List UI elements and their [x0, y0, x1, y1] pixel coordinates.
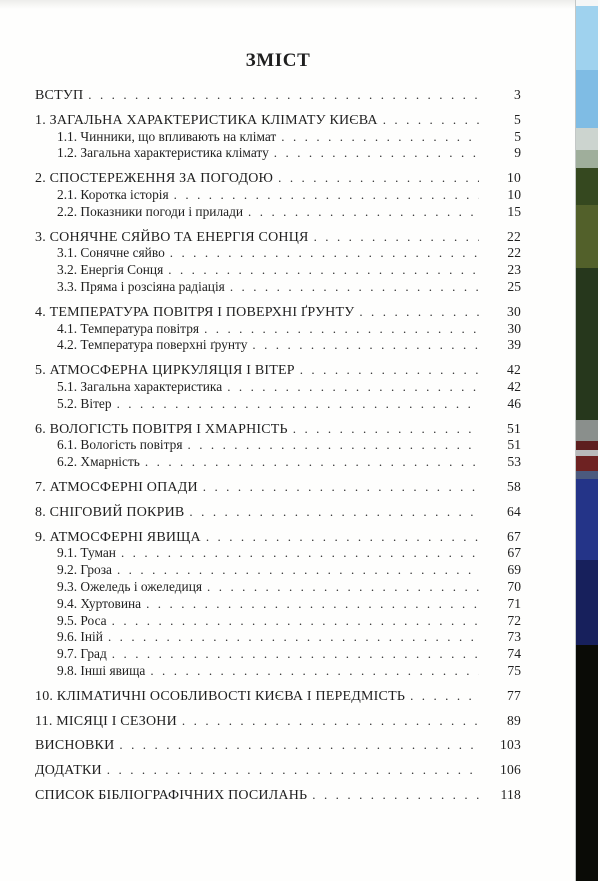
toc-row — [35, 579, 521, 596]
dot-leader — [119, 737, 479, 754]
toc-row — [35, 229, 521, 246]
toc-entry-label: 3.2. Енергія Сонця — [57, 262, 164, 278]
toc-row — [35, 713, 521, 730]
dot-leader — [107, 762, 479, 779]
dot-leader — [174, 187, 479, 204]
toc-entry-label: 9.2. Гроза — [57, 562, 112, 578]
toc-page-number: 72 — [507, 612, 521, 628]
toc-entry-label: 5. АТМОСФЕРНА ЦИРКУЛЯЦІЯ І ВІТЕР — [35, 363, 295, 379]
photo-strip-segment — [576, 70, 598, 128]
toc-row — [35, 787, 521, 804]
toc-page-number: 42 — [507, 378, 521, 394]
toc-page-number: 77 — [507, 687, 521, 703]
toc-page-number: 89 — [507, 712, 521, 728]
toc-entry-label: ДОДАТКИ — [35, 763, 102, 779]
photo-strip-segment — [576, 150, 598, 168]
dot-leader — [150, 663, 479, 680]
dot-leader — [312, 787, 479, 804]
dot-leader — [206, 529, 479, 546]
toc-entry-label: 6.2. Хмарність — [57, 454, 140, 470]
toc-page-number: 42 — [507, 362, 521, 378]
toc-row — [35, 613, 521, 630]
toc-row — [35, 304, 521, 321]
toc-row — [35, 529, 521, 546]
toc-page-number: 58 — [507, 478, 521, 494]
toc-row — [35, 421, 521, 438]
toc-entry-label: СПИСОК БІБЛІОГРАФІЧНИХ ПОСИЛАНЬ — [35, 787, 308, 803]
dot-leader — [203, 479, 479, 496]
toc-row — [35, 362, 521, 379]
toc-page-number: 75 — [507, 662, 521, 678]
toc-entry-label: 3.1. Сонячне сяйво — [57, 245, 165, 261]
dot-leader — [182, 713, 479, 730]
toc-entry-label: 11. МІСЯЦІ І СЕЗОНИ — [35, 713, 177, 729]
photo-edge-strip — [575, 0, 598, 881]
dot-leader — [188, 437, 480, 454]
dot-leader — [278, 170, 479, 187]
toc-row — [35, 170, 521, 187]
toc-page-number: 51 — [507, 420, 521, 436]
toc-entry-label: 2.1. Коротка історія — [57, 186, 169, 202]
toc-entry-label: ВСТУП — [35, 88, 84, 103]
toc-entry-label: 7. АТМОСФЕРНІ ОПАДИ — [35, 479, 198, 495]
toc-page-number: 22 — [507, 228, 521, 244]
toc-row — [35, 337, 521, 354]
photo-strip-segment — [576, 441, 598, 450]
photo-strip-segment — [576, 479, 598, 560]
dot-leader — [146, 596, 479, 613]
toc-page-number: 67 — [507, 528, 521, 544]
dot-leader — [112, 646, 479, 663]
dot-leader — [248, 204, 479, 221]
toc-row — [35, 646, 521, 663]
dot-leader — [121, 545, 479, 562]
toc-page-number: 39 — [507, 337, 521, 353]
toc-page-number: 10 — [507, 170, 521, 186]
toc-entry-label: 3.3. Пряма і розсіяна радіація — [57, 278, 225, 294]
toc-row — [35, 545, 521, 562]
toc-entry-label: 5.1. Загальна характеристика — [57, 378, 223, 394]
toc-entry-label: 6.1. Вологість повітря — [57, 437, 183, 453]
toc-entry-label: 9.7. Град — [57, 646, 107, 662]
photo-strip-segment — [576, 420, 598, 441]
dot-leader — [88, 87, 479, 104]
toc-entry-label: 2. СПОСТЕРЕЖЕННЯ ЗА ПОГОДОЮ — [35, 171, 274, 187]
toc-page-number: 51 — [507, 437, 521, 453]
dot-leader — [410, 688, 479, 705]
toc-page-number: 5 — [514, 111, 521, 127]
toc-row — [35, 245, 521, 262]
toc-page-number: 30 — [507, 303, 521, 319]
toc-entry-label: 9.5. Роса — [57, 612, 107, 628]
toc-entry-label: 3. СОНЯЧНЕ СЯЙВО ТА ЕНЕРГІЯ СОНЦЯ — [35, 229, 309, 245]
dot-leader — [108, 629, 479, 646]
toc-row — [35, 187, 521, 204]
toc-row — [35, 396, 521, 413]
photo-strip-segment — [576, 560, 598, 645]
toc-page-number: 10 — [507, 186, 521, 202]
toc-row — [35, 504, 521, 521]
toc-entry-label: 9.6. Іній — [57, 629, 103, 645]
toc-entry-label: 1. ЗАГАЛЬНА ХАРАКТЕРИСТИКА КЛІМАТУ КИЄВА — [35, 112, 378, 128]
toc-entry-label: 8. СНІГОВИЙ ПОКРИВ — [35, 504, 185, 520]
toc-entry-label: 1.1. Чинники, що впливають на клімат — [57, 128, 277, 144]
toc-row — [35, 663, 521, 680]
toc-row — [35, 437, 521, 454]
toc-entry-label: 6. ВОЛОГІСТЬ ПОВІТРЯ І ХМАРНІСТЬ — [35, 421, 288, 437]
dot-leader — [207, 579, 479, 596]
toc-page-number: 15 — [507, 203, 521, 219]
dot-leader — [227, 379, 479, 396]
toc-page-number: 71 — [507, 595, 521, 611]
dot-leader — [170, 245, 479, 262]
toc-row — [35, 321, 521, 338]
dot-leader — [189, 504, 479, 521]
dot-leader — [168, 262, 479, 279]
toc-page-number: 118 — [500, 786, 521, 802]
photo-strip-segment — [576, 268, 598, 420]
toc-row — [35, 562, 521, 579]
dot-leader — [252, 337, 479, 354]
toc-page-number: 9 — [514, 145, 521, 161]
toc-row — [35, 112, 521, 129]
photo-strip-segment — [576, 645, 598, 881]
dot-leader — [117, 562, 479, 579]
toc-page-number: 73 — [507, 629, 521, 645]
toc-entry-label: 10. КЛІМАТИЧНІ ОСОБЛИВОСТІ КИЄВА І ПЕРЕДМІСТЬ — [35, 688, 406, 704]
page-title: ЗМІСТ — [245, 50, 311, 71]
toc-row — [35, 479, 521, 496]
toc-list — [35, 87, 521, 804]
dot-leader — [281, 129, 479, 146]
flower-specks — [576, 0, 579, 3]
toc-page-number: 64 — [507, 503, 521, 519]
photo-strip-segment — [576, 456, 598, 471]
dot-leader — [314, 229, 479, 246]
toc-entry-label: 4.2. Температура поверхні ґрунту — [57, 337, 248, 353]
photo-strip-segment — [576, 168, 598, 205]
toc-entry-label: 9.1. Туман — [57, 545, 116, 561]
toc-page-number: 23 — [507, 262, 521, 278]
toc-page-number: 69 — [507, 562, 521, 578]
toc-page-number: 67 — [507, 545, 521, 561]
dot-leader — [117, 396, 479, 413]
toc-page-number: 30 — [507, 320, 521, 336]
photo-strip-segment — [576, 128, 598, 150]
toc-page-number: 5 — [514, 128, 521, 144]
toc-entry-label: 2.2. Показники погоди і прилади — [57, 203, 244, 219]
toc-row — [35, 262, 521, 279]
dot-leader — [145, 454, 479, 471]
toc-entry-label: 9.4. Хуртовина — [57, 595, 142, 611]
dot-leader — [300, 362, 479, 379]
toc-page-number: 106 — [500, 762, 521, 778]
toc-page-number: 25 — [507, 278, 521, 294]
toc-entry-label: 9.8. Інші явища — [57, 662, 146, 678]
photo-strip-segment — [576, 0, 598, 6]
toc-entry-label: 9. АТМОСФЕРНІ ЯВИЩА — [35, 529, 201, 545]
toc-entry-label: 5.2. Вітер — [57, 395, 112, 411]
photo-strip-segment — [576, 205, 598, 268]
toc-page-number: 53 — [507, 454, 521, 470]
dot-leader — [204, 321, 479, 338]
toc-row — [35, 688, 521, 705]
toc-row — [35, 87, 521, 104]
contents-column — [35, 0, 521, 804]
toc-page-number: 3 — [514, 87, 521, 102]
toc-entry-label: 4.1. Температура повітря — [57, 320, 200, 336]
toc-page-number: 22 — [507, 245, 521, 261]
toc-row — [35, 454, 521, 471]
toc-row — [35, 596, 521, 613]
toc-page-number: 46 — [507, 395, 521, 411]
dot-leader — [383, 112, 479, 129]
toc-page-number: 103 — [500, 737, 521, 753]
toc-row — [35, 629, 521, 646]
toc-page-number: 70 — [507, 578, 521, 594]
dot-leader — [274, 145, 479, 162]
toc-row — [35, 762, 521, 779]
photo-strip-segment — [576, 450, 598, 456]
dot-leader — [112, 613, 479, 630]
dot-leader — [230, 279, 479, 296]
photo-strip-segment — [576, 6, 598, 70]
toc-row — [35, 279, 521, 296]
toc-row — [35, 737, 521, 754]
toc-row — [35, 379, 521, 396]
dot-leader — [293, 421, 479, 438]
toc-entry-label: 9.3. Ожеледь і ожеледиця — [57, 578, 203, 594]
toc-entry-label: ВИСНОВКИ — [35, 738, 115, 754]
toc-row — [35, 204, 521, 221]
toc-entry-label: 1.2. Загальна характеристика клімату — [57, 145, 269, 161]
dot-leader — [359, 304, 479, 321]
toc-page-number: 74 — [507, 646, 521, 662]
toc-entry-label: 4. ТЕМПЕРАТУРА ПОВІТРЯ І ПОВЕРХНІ ҐРУНТУ — [35, 304, 355, 320]
photo-strip-segment — [576, 471, 598, 479]
toc-row — [35, 145, 521, 162]
toc-row — [35, 129, 521, 146]
